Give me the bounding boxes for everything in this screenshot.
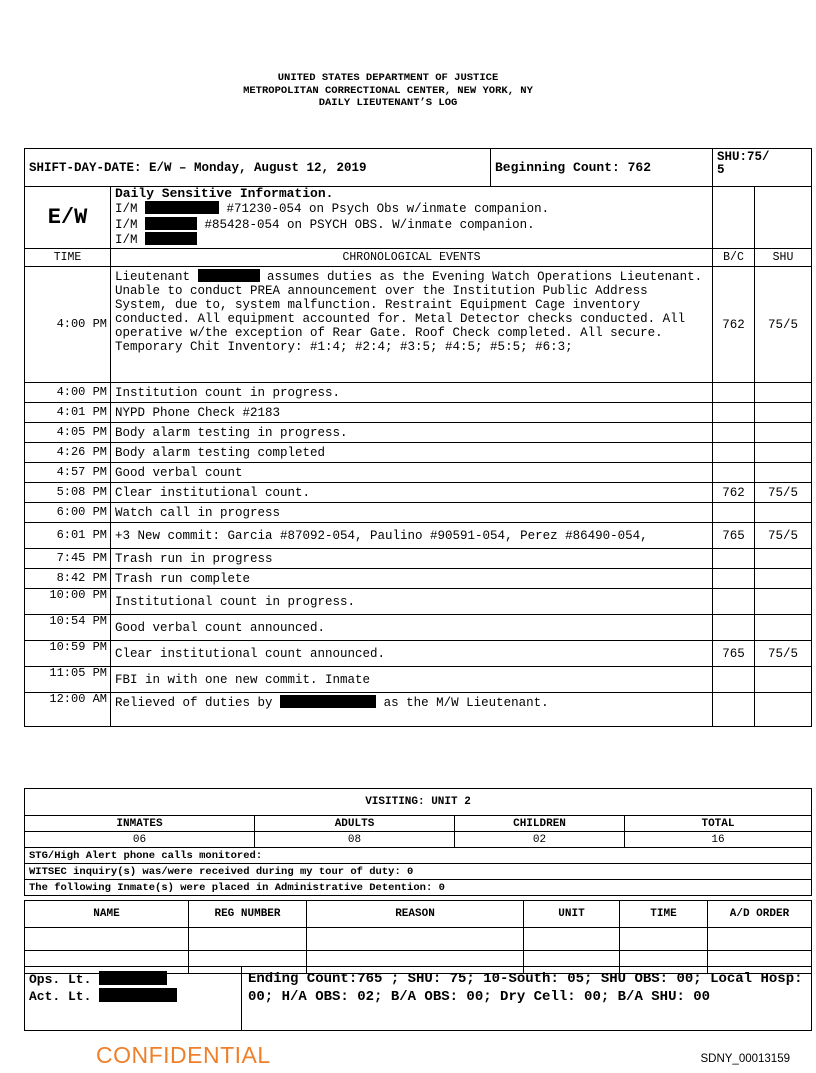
bates-number: SDNY_00013159 — [700, 1053, 790, 1065]
redaction-box — [198, 269, 260, 282]
event-time: 4:01 PM — [25, 403, 111, 423]
event-bc — [713, 503, 755, 523]
event-bc: 765 — [713, 641, 755, 667]
ops-lt-label: Ops. Lt. — [29, 972, 92, 987]
event-shu — [755, 615, 812, 641]
empty-cell — [755, 693, 812, 727]
event-time: 6:00 PM — [25, 503, 111, 523]
redaction-box — [99, 971, 167, 985]
event-time: 4:05 PM — [25, 423, 111, 443]
redaction-box — [99, 988, 177, 1002]
sensitive-prefix: I/M — [115, 233, 138, 247]
visit-children-value: 02 — [455, 832, 625, 848]
header-line-log-title: DAILY LIEUTENANT’S LOG — [318, 97, 458, 109]
empty-cell — [713, 693, 755, 727]
event-shu — [755, 423, 812, 443]
event-text-part: Relieved of duties by — [115, 696, 273, 710]
ending-count: Ending Count:765 ; SHU: 75; 10-South: 05; SHU OBS: 00; Local Hosp: 00; H/A OBS: 02; B/A OBS: 00; Dry Cell: 00; B/A SHU: 00 — [242, 967, 812, 1031]
witsec-line: WITSEC inquiry(s) was/were received during my tour of duty: 0 — [25, 864, 812, 880]
det-header-ad-order: A/D ORDER — [708, 901, 812, 928]
col-header-events: CHRONOLOGICAL EVENTS — [111, 249, 713, 267]
empty-cell — [713, 187, 755, 249]
table-row — [25, 523, 812, 549]
sensitive-prefix: I/M — [115, 202, 138, 216]
detention-table — [24, 900, 812, 974]
log-table — [24, 148, 812, 727]
event-shu — [755, 463, 812, 483]
event-time: 8:42 PM — [25, 569, 111, 589]
event-shu — [755, 667, 812, 693]
sensitive-info — [111, 187, 713, 249]
det-header-time: TIME — [620, 901, 708, 928]
table-row — [25, 615, 812, 641]
lieutenant-signatures — [25, 967, 242, 1031]
redaction-box — [145, 217, 197, 230]
event-time: 6:01 PM — [25, 523, 111, 549]
table-row — [25, 667, 812, 693]
col-header-shu: SHU — [755, 249, 812, 267]
event-text-part: Lieutenant — [115, 270, 191, 284]
event-text: Body alarm testing in progress. — [111, 423, 713, 443]
sensitive-detail: #71230-054 on Psych Obs w/inmate companion. — [226, 202, 550, 216]
event-time: 10:54 PM — [25, 615, 111, 641]
event-shu: 75/5 — [755, 641, 812, 667]
event-text: Watch call in progress — [111, 503, 713, 523]
event-text: Trash run in progress — [111, 549, 713, 569]
event-text: Body alarm testing completed — [111, 443, 713, 463]
event-text-part: Lieutenant. Unable to conduct PREA announcement over the Institution Public Address System, due to, system malfunction. Restraint Equipment Cage inventory conducted. All equipment accounted for. Metal Detector checks conducted. All operative w/the exception of Rear Gate. Roof Check completed. All secure. Temporary Chit Inventory: #1:4; #2:4; #3:5; #4:5; #5:5; #6:3; — [115, 270, 703, 354]
event-bc — [713, 667, 755, 693]
event-shu — [755, 569, 812, 589]
empty-cell — [755, 187, 812, 249]
event-time: 4:57 PM — [25, 463, 111, 483]
event-bc: 762 — [713, 483, 755, 503]
event-bc — [713, 423, 755, 443]
visit-header-inmates: INMATES — [25, 816, 255, 832]
event-bc: 762 — [713, 267, 755, 383]
table-row — [25, 549, 812, 569]
event-text — [111, 267, 713, 383]
event-bc — [713, 569, 755, 589]
shift-day-date: SHIFT-DAY-DATE: E/W – Monday, August 12, 2019 — [25, 149, 491, 187]
document-header — [0, 72, 776, 110]
event-shu — [755, 589, 812, 615]
event-text-part: as the M/W Lieutenant. — [383, 696, 549, 710]
visit-adults-value: 08 — [255, 832, 455, 848]
confidential-stamp: CONFIDENTIAL — [96, 1042, 271, 1068]
redaction-box — [145, 232, 197, 245]
event-text: Clear institutional count announced. — [111, 641, 713, 667]
event-text: Clear institutional count. — [111, 483, 713, 503]
event-text: Good verbal count announced. — [111, 615, 713, 641]
event-time: 4:00 PM — [25, 383, 111, 403]
table-row — [25, 928, 812, 951]
event-bc — [713, 589, 755, 615]
event-time: 7:45 PM — [25, 549, 111, 569]
sensitive-line-3 — [115, 232, 712, 248]
event-shu — [755, 503, 812, 523]
event-bc — [713, 615, 755, 641]
event-text: Institution count in progress. — [111, 383, 713, 403]
event-text: FBI in with one new commit. Inmate — [111, 667, 713, 693]
header-line-agency: UNITED STATES DEPARTMENT OF JUSTICE — [277, 72, 499, 84]
col-header-time: TIME — [25, 249, 111, 267]
table-row — [25, 403, 812, 423]
event-text: NYPD Phone Check #2183 — [111, 403, 713, 423]
sensitive-line-1 — [115, 201, 712, 217]
sensitive-line-2 — [115, 217, 712, 233]
act-lt-line — [29, 988, 237, 1005]
event-shu — [755, 403, 812, 423]
table-row — [25, 463, 812, 483]
event-bc — [713, 383, 755, 403]
event-time: 5:08 PM — [25, 483, 111, 503]
redaction-box — [145, 201, 219, 214]
visit-header-total: TOTAL — [625, 816, 812, 832]
det-header-reason: REASON — [307, 901, 524, 928]
event-bc — [713, 549, 755, 569]
sensitive-title: Daily Sensitive Information. — [115, 186, 334, 201]
event-time: 10:59 PM — [25, 641, 111, 667]
table-row — [25, 641, 812, 667]
table-row — [25, 483, 812, 503]
event-time: 10:00 PM — [25, 589, 111, 615]
admin-detention-line: The following Inmate(s) were placed in Administrative Detention: 0 — [25, 880, 812, 896]
event-text: +3 New commit: Garcia #87092-054, Paulino #90591-054, Perez #86490-054, — [111, 523, 713, 549]
visit-total-value: 16 — [625, 832, 812, 848]
table-row — [25, 503, 812, 523]
table-row — [25, 423, 812, 443]
event-shu — [755, 443, 812, 463]
event-time: 4:00 PM — [25, 267, 111, 383]
visit-header-children: CHILDREN — [455, 816, 625, 832]
visiting-table — [24, 788, 812, 896]
beginning-count: Beginning Count: 762 — [491, 149, 713, 187]
event-shu: 75/5 — [755, 523, 812, 549]
ops-lt-line — [29, 971, 237, 988]
stg-line: STG/High Alert phone calls monitored: — [25, 848, 812, 864]
visiting-title: VISITING: UNIT 2 — [25, 789, 812, 816]
event-bc — [713, 443, 755, 463]
act-lt-label: Act. Lt. — [29, 989, 92, 1004]
event-bc: 765 — [713, 523, 755, 549]
det-header-name: NAME — [25, 901, 189, 928]
event-shu — [755, 383, 812, 403]
table-row — [25, 383, 812, 403]
event-text — [111, 693, 713, 727]
event-text: Institutional count in progress. — [111, 589, 713, 615]
event-time: 4:26 PM — [25, 443, 111, 463]
event-bc — [713, 403, 755, 423]
event-shu: 75/5 — [755, 483, 812, 503]
table-row — [25, 589, 812, 615]
footer-table — [24, 966, 812, 1031]
watch-label: E/W — [25, 187, 111, 249]
visit-inmates-value: 06 — [25, 832, 255, 848]
event-time: 11:05 PM — [25, 667, 111, 693]
event-bc — [713, 463, 755, 483]
shu-count: SHU:75/ 5 — [713, 149, 812, 187]
col-header-bc: B/C — [713, 249, 755, 267]
table-row — [25, 443, 812, 463]
sensitive-prefix: I/M — [115, 217, 138, 232]
event-text-part: assumes duties as the Evening Watch Operations — [267, 270, 613, 284]
event-shu: 75/5 — [755, 267, 812, 383]
table-row — [25, 569, 812, 589]
event-shu — [755, 549, 812, 569]
event-time: 12:00 AM — [25, 693, 111, 727]
event-text: Trash run complete — [111, 569, 713, 589]
header-line-institution: METROPOLITAN CORRECTIONAL CENTER, NEW YORK, NY — [243, 84, 533, 97]
redaction-box — [280, 695, 376, 708]
event-text: Good verbal count — [111, 463, 713, 483]
det-header-unit: UNIT — [524, 901, 620, 928]
visit-header-adults: ADULTS — [255, 816, 455, 832]
det-header-reg: REG NUMBER — [189, 901, 307, 928]
sensitive-detail: #85428-054 on PSYCH OBS. W/inmate companion. — [204, 217, 535, 232]
